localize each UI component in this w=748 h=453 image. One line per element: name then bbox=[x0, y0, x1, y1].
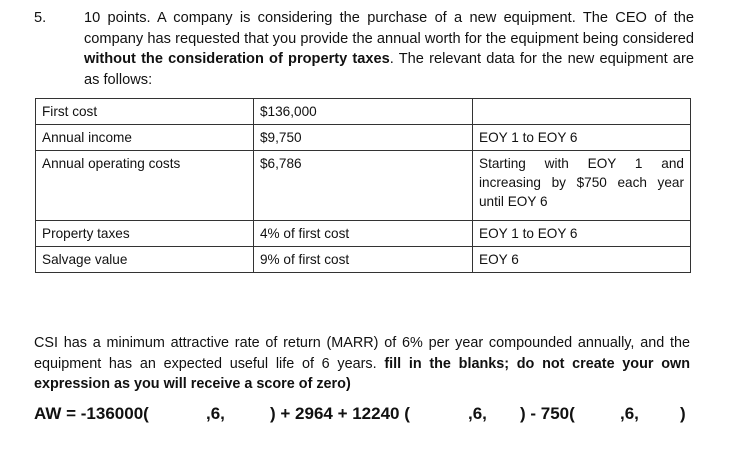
formula-part-2: ,6, bbox=[206, 404, 225, 423]
table-row bbox=[36, 151, 691, 221]
row-value: $6,786 bbox=[254, 151, 473, 221]
table-row bbox=[36, 99, 691, 125]
paragraph-bold: fill in the blanks; do not create your own expression as you will receive a score of zero bbox=[34, 355, 690, 392]
equipment-data-table bbox=[35, 98, 691, 273]
question-text-part2: . The relevant data for the new equipment are as follows: bbox=[84, 51, 694, 88]
question-text bbox=[84, 8, 694, 90]
row-value: 4% of first cost bbox=[254, 221, 473, 247]
row-value: $136,000 bbox=[254, 99, 473, 125]
paragraph-text: CSI has a minimum attractive rate of return (MARR) of 6% per year compounded annually, and the equipment has an expected useful life of 6 years. bbox=[34, 335, 690, 372]
instructions-paragraph bbox=[34, 333, 690, 395]
row-label: First cost bbox=[36, 99, 254, 125]
question-block bbox=[34, 8, 694, 90]
formula-part-3: ) + 2964 + 12240 ( bbox=[270, 404, 410, 423]
table-row bbox=[36, 247, 691, 273]
formula-part-4: ,6, bbox=[468, 404, 487, 423]
row-label: Annual income bbox=[36, 125, 254, 151]
paragraph-close: ) bbox=[345, 376, 351, 392]
formula-part-7: ) bbox=[680, 404, 686, 423]
formula-part-5: ) - 750( bbox=[520, 404, 575, 423]
row-value: $9,750 bbox=[254, 125, 473, 151]
row-note bbox=[473, 99, 691, 125]
row-note: Starting with EOY 1 and increasing by $750 each year until EOY 6 bbox=[473, 151, 691, 221]
annual-worth-formula bbox=[34, 404, 694, 428]
row-note: EOY 1 to EOY 6 bbox=[473, 221, 691, 247]
row-note: EOY 6 bbox=[473, 247, 691, 273]
question-text-bold: without the consideration of property taxes bbox=[84, 51, 390, 67]
row-label: Salvage value bbox=[36, 247, 254, 273]
table-row bbox=[36, 221, 691, 247]
row-label: Annual operating costs bbox=[36, 151, 254, 221]
table-row bbox=[36, 125, 691, 151]
question-number: 5. bbox=[34, 10, 47, 26]
formula-part-1: AW = -136000( bbox=[34, 404, 149, 423]
row-value: 9% of first cost bbox=[254, 247, 473, 273]
question-text-part1: 10 points. A company is considering the purchase of a new equipment. The CEO of the company has requested that you provide the annual worth for the equipment being considered bbox=[84, 10, 694, 47]
row-note: EOY 1 to EOY 6 bbox=[473, 125, 691, 151]
formula-part-6: ,6, bbox=[620, 404, 639, 423]
row-label: Property taxes bbox=[36, 221, 254, 247]
